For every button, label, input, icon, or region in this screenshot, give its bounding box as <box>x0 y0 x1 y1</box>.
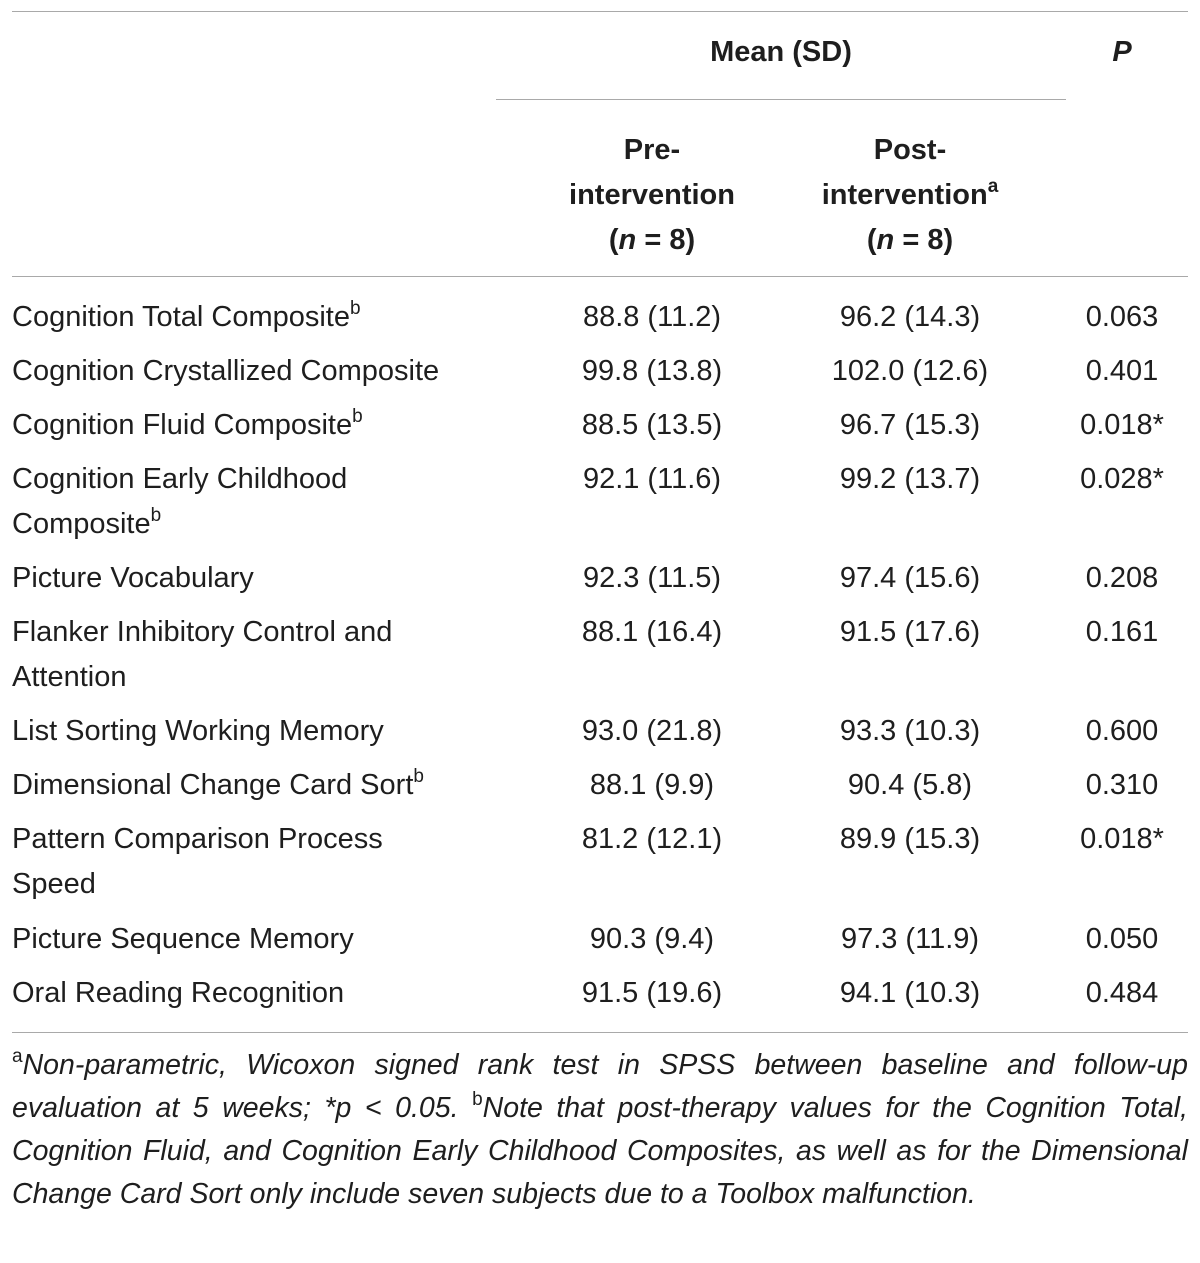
row-p-value: 0.208 <box>1085 562 1159 594</box>
post-intervention-header <box>780 128 1040 263</box>
footnote-b-mark: b <box>472 1089 483 1110</box>
pre-header-line1: Pre- <box>623 134 681 166</box>
row-p-value: 0.401 <box>1085 355 1159 387</box>
pre-intervention-header <box>520 128 784 263</box>
row-post-value: 90.4 (5.8) <box>847 769 973 801</box>
row-label: List Sorting Working Memory <box>12 715 384 747</box>
row-p-value: 0.063 <box>1085 301 1159 333</box>
row-p-value: 0.050 <box>1085 923 1159 955</box>
row-label: Picture Sequence Memory <box>12 923 354 955</box>
row-post-value: 96.7 (15.3) <box>839 409 981 441</box>
row-post-value: 89.9 (15.3) <box>839 823 981 855</box>
row-p-value: 0.018* <box>1080 823 1164 855</box>
row-p-value: 0.028* <box>1080 463 1164 495</box>
row-pre-value: 88.1 (16.4) <box>581 616 723 648</box>
row-post-value: 97.3 (11.9) <box>840 923 980 955</box>
row-pre-value: 88.5 (13.5) <box>581 409 723 441</box>
row-pre-value: 88.1 (9.9) <box>589 769 715 801</box>
row-label: Cognition Fluid Composite$^b$ <box>12 406 363 441</box>
row-pre-value: 90.3 (9.4) <box>589 923 715 955</box>
row-p-value: 0.018* <box>1080 409 1164 441</box>
mean-sd-underline <box>496 99 1066 100</box>
row-pre-value: 88.8 (11.2) <box>582 301 722 333</box>
row-pre-value: 91.5 (19.6) <box>581 977 723 1009</box>
footnote-b-text: Note that post-therapy values for the Cognition Total, Cognition Fluid, and Cognition Early Childhood Composites, as well as for the Dimensional Change Card Sort only include seven subjects due to a Toolbox malfunction. <box>12 1092 1188 1210</box>
row-label-continued: Speed <box>12 868 96 900</box>
row-label: Oral Reading Recognition <box>12 977 345 1009</box>
post-header-line2: intervention$^a$ <box>821 176 999 211</box>
footnote-a-mark: a <box>12 1046 23 1067</box>
row-label: Picture Vocabulary <box>12 562 254 594</box>
row-p-value: 0.161 <box>1085 616 1159 648</box>
row-p-value: 0.600 <box>1085 715 1159 747</box>
row-pre-value: 93.0 (21.8) <box>581 715 723 747</box>
pre-header-line2: intervention <box>569 179 735 211</box>
row-p-value: 0.310 <box>1085 769 1159 801</box>
row-pre-value: 92.1 (11.6) <box>582 463 722 495</box>
footnote-a-text: Non-parametric, Wicoxon signed rank test in SPSS between baseline and follow-up evaluation at 5 weeks; * <box>12 1049 1188 1124</box>
row-post-value: 99.2 (13.7) <box>839 463 981 495</box>
p-value-header: P <box>1112 36 1132 68</box>
row-post-value: 93.3 (10.3) <box>839 715 981 747</box>
row-label: Cognition Early Childhood <box>12 463 348 495</box>
row-post-value: 97.4 (15.6) <box>839 562 981 594</box>
row-label: Dimensional Change Card Sort$^b$ <box>12 766 424 801</box>
row-label: Flanker Inhibitory Control and <box>12 616 393 648</box>
row-post-value: 91.5 (17.6) <box>839 616 981 648</box>
row-post-value: 94.1 (10.3) <box>839 977 981 1009</box>
table-footnote: $^a$Non-parametric, Wicoxon signed rank test in SPSS between baseline and follow-up evaluation at 5 weeks; *p < 0.05. $^b$Note that post-therapy values for the Cognition Total, Cognition Fluid, and Cognition Early Childhood Composites, as well as for the Dimensional Change Card Sort only include seven subjects due to a Toolbox malfunction. <box>12 1046 1188 1210</box>
post-header-n: (n = 8) <box>866 224 954 256</box>
pre-header-n: (n = 8) <box>608 224 696 256</box>
row-label: Cognition Crystallized Composite <box>12 355 440 387</box>
row-label-continued: Attention <box>12 661 127 693</box>
row-p-value: 0.484 <box>1085 977 1159 1009</box>
row-pre-value: 81.2 (12.1) <box>581 823 723 855</box>
row-post-value: 102.0 (12.6) <box>831 355 989 387</box>
row-pre-value: 99.8 (13.8) <box>581 355 723 387</box>
table-bottom-rule <box>12 1032 1188 1033</box>
row-pre-value: 92.3 (11.5) <box>582 562 722 594</box>
table-top-rule <box>12 11 1188 12</box>
header-bottom-rule <box>12 276 1188 277</box>
row-label: Cognition Total Composite$^b$ <box>12 298 361 333</box>
post-header-line1: Post- <box>873 134 947 166</box>
row-post-value: 96.2 (14.3) <box>839 301 981 333</box>
post-header-footnote-mark: a <box>987 176 999 197</box>
row-label: Pattern Comparison Process <box>12 823 383 855</box>
mean-sd-header: Mean (SD) <box>710 36 852 68</box>
row-label-continued: Composite$^b$ <box>12 505 162 540</box>
